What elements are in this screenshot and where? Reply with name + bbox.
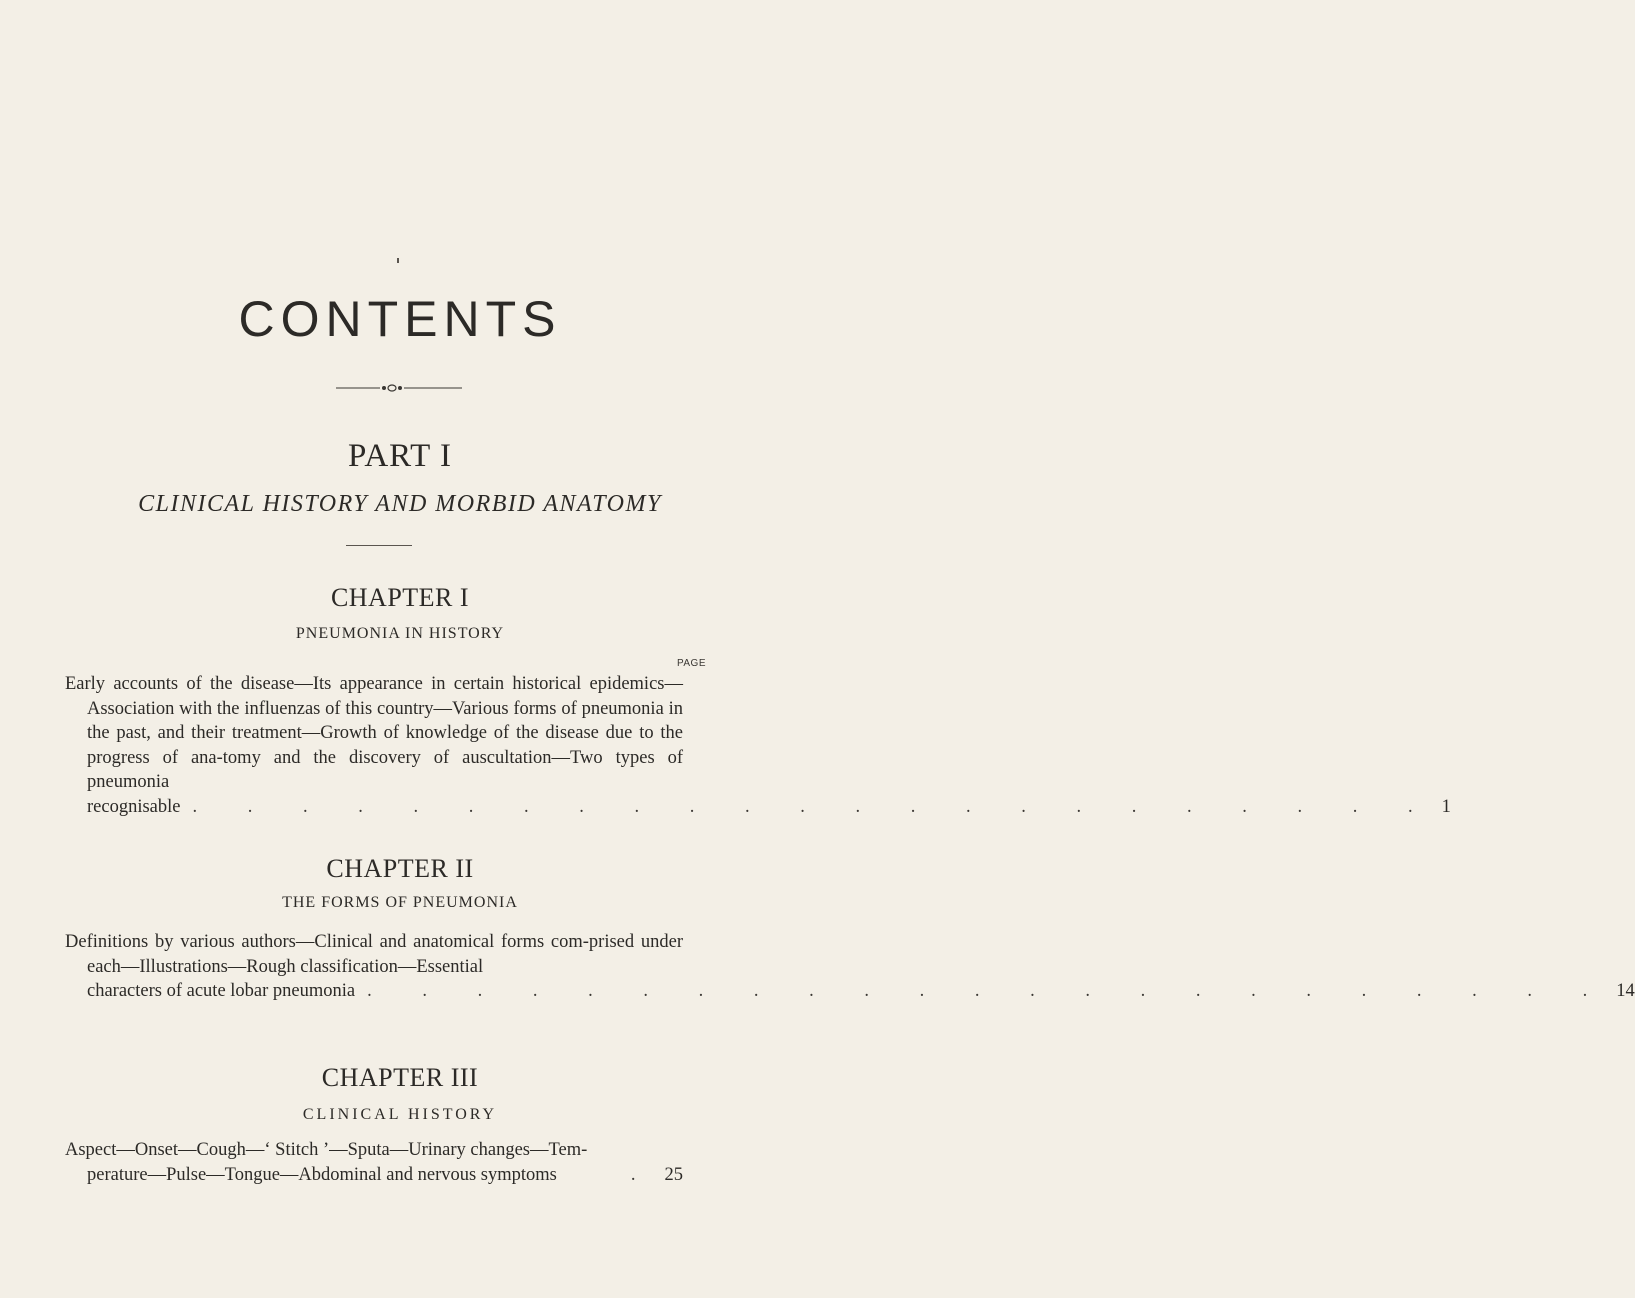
- chapter-1-entry: [65, 672, 1451, 819]
- chapter-1-subheading: PNEUMONIA IN HISTORY: [295, 625, 505, 642]
- chapter-1-heading: CHAPTER I: [330, 583, 470, 612]
- chapter-2-summary: Definitions by various authors—Clinical and anatomical forms com-prised under each—Illustrations—Rough classification—Essential: [65, 932, 683, 977]
- chapter-3-entry: [65, 1138, 683, 1187]
- chapter-2-leader-line: [65, 979, 1635, 1004]
- printer-mark: [397, 258, 399, 263]
- chapter-1-page-number: 1: [1441, 796, 1451, 817]
- chapter-2-page-number: 14: [1616, 981, 1635, 1001]
- part-title: PART I: [348, 438, 452, 474]
- chapter-3-summary: Aspect—Onset—Cough—‘ Stitch ’—Sputa—Urinary changes—Tem-: [65, 1140, 588, 1160]
- chapter-1-summary-tail: recognisable: [87, 796, 181, 817]
- chapter-2-summary-tail: characters of acute lobar pneumonia: [87, 981, 356, 1001]
- chapter-2-entry: [65, 930, 1635, 1004]
- chapter-2-heading: CHAPTER II: [326, 854, 474, 883]
- part-subtitle: CLINICAL HISTORY AND MORBID ANATOMY: [138, 491, 662, 517]
- chapter-3-summary-tail: perature—Pulse—Tongue—Abdominal and nervous symptoms: [87, 1164, 557, 1185]
- chapter-3-heading: CHAPTER III: [321, 1063, 479, 1092]
- page-column-label: PAGE: [676, 658, 706, 669]
- chapter-3-subheading: CLINICAL HISTORY: [302, 1106, 498, 1123]
- chapter-3-page-number: 25: [664, 1164, 683, 1185]
- chapter-2-subheading: THE FORMS OF PNEUMONIA: [282, 894, 518, 911]
- chapter-1-leader-dots: . . . . . . . . . . . . . . . . . . . . . . .: [192, 796, 1436, 817]
- ornament-divider: [336, 383, 462, 393]
- chapter-3-leader-dots: .: [630, 1164, 659, 1185]
- contents-title: CONTENTS: [238, 291, 562, 347]
- chapter-1-leader-line: [65, 795, 1451, 820]
- section-rule: [346, 545, 412, 546]
- chapter-3-leader-line: [65, 1163, 683, 1188]
- chapter-2-leader-dots: . . . . . . . . . . . . . . . . . . . . . . .: [367, 981, 1611, 1001]
- chapter-1-summary: Early accounts of the disease—Its appearance in certain historical epidemics—Association with the influenzas of this country—Various forms of pneumonia in the past, and their treatment—Growth of knowledge of the disease due to the progress of ana-tomy and the discovery of auscultation—Two types of pneumonia: [65, 674, 683, 792]
